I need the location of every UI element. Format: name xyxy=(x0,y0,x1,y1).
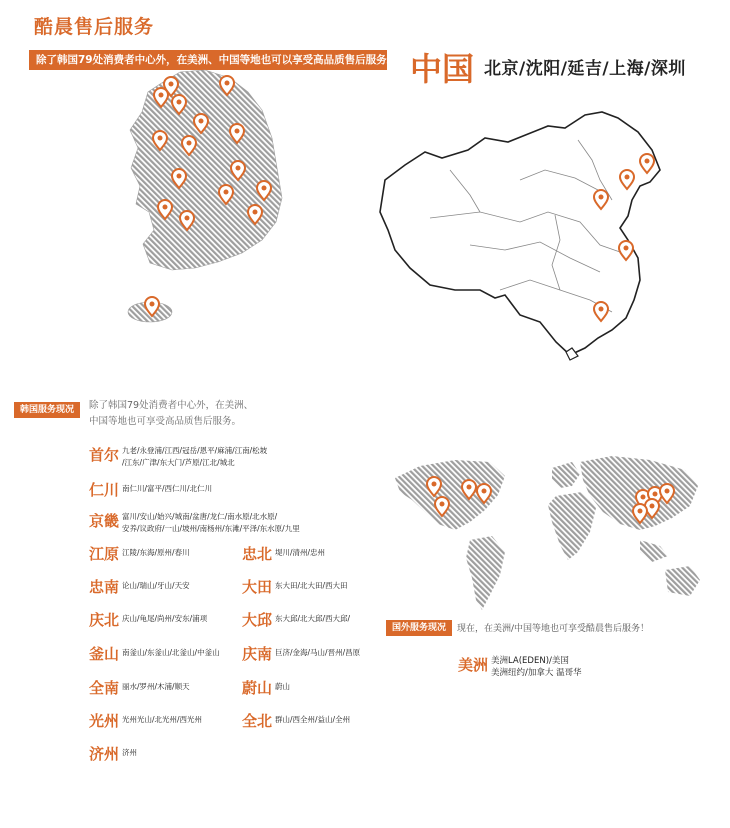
intl-service-tag: 国外服务现况 xyxy=(386,620,452,636)
city-line: 巨济/金海/马山/晋州/昌原 xyxy=(275,648,361,657)
region-name: 首尔 xyxy=(89,446,120,464)
region-cities xyxy=(275,613,350,625)
region-cities xyxy=(122,511,300,534)
region-name: 全北 xyxy=(242,712,273,730)
city-line: 论山/瑞山/牙山/天安 xyxy=(122,581,190,590)
city-line: 光州光山/北光州/西光州 xyxy=(122,715,203,724)
korea-intro-line: 中国等地也可享受高品质售后服务。 xyxy=(89,416,242,427)
region-cities xyxy=(122,747,137,759)
region-name: 庆北 xyxy=(89,611,120,629)
region-cities xyxy=(275,580,348,592)
region-cities xyxy=(122,483,212,495)
korea-intro xyxy=(89,398,253,430)
city-line: 九老/永登浦/江西/冠岳/恩平/麻浦/江南/松坡 xyxy=(122,446,268,455)
region-name: 忠南 xyxy=(89,578,120,596)
region-name: 釜山 xyxy=(89,645,120,663)
city-line: 美洲LA(EDEN)/美国 xyxy=(491,656,569,666)
region-cities xyxy=(122,580,190,592)
region-cities xyxy=(275,714,350,726)
region-name: 京畿 xyxy=(89,512,120,530)
city-line: 南仁川/富平/西仁川/北仁川 xyxy=(122,484,213,493)
region-cities xyxy=(122,445,267,468)
korea-intro-line: 除了韩国79处消费者中心外，在美洲、 xyxy=(89,400,254,411)
region-name: 济州 xyxy=(89,745,120,763)
region-cities xyxy=(122,547,190,559)
region-name: 仁川 xyxy=(89,481,120,499)
region-name: 江原 xyxy=(89,545,120,563)
region-name: 光州 xyxy=(89,712,120,730)
page-title: 酷晨售后服务 xyxy=(34,16,155,38)
region-cities xyxy=(122,714,202,726)
city-line: 美洲纽约/加拿大 温哥华 xyxy=(491,668,582,678)
city-line: 群山/西全州/益山/全州 xyxy=(275,715,351,724)
city-line: 堤川/清州/忠州 xyxy=(275,548,326,557)
region-name: 蔚山 xyxy=(242,679,273,697)
city-line: 东大田/北大田/西大田 xyxy=(275,581,348,590)
region-name: 美洲 xyxy=(458,656,489,674)
intl-intro: 现在，在美洲/中国等地也可享受酷晨售后服务！ xyxy=(457,624,650,634)
korea-service-tag: 韩国服务现况 xyxy=(14,402,80,418)
city-line: 江陵/东海/原州/春川 xyxy=(122,548,190,557)
region-cities xyxy=(491,655,582,679)
region-cities xyxy=(275,547,325,559)
city-line: 丽水/罗州/木浦/顺天 xyxy=(122,682,190,691)
region-cities xyxy=(122,681,190,693)
city-line: 济州 xyxy=(122,748,137,757)
city-line: /江东/广津/东大门/芦原/江北/城北 xyxy=(122,457,235,467)
intro-banner: 除了韩国79处消费者中心外，在美洲、中国等地也可以享受高品质售后服务。 xyxy=(29,50,387,70)
region-cities xyxy=(122,613,207,625)
region-name: 忠北 xyxy=(242,545,273,563)
region-name: 庆南 xyxy=(242,645,273,663)
city-line: 安养/议政府/一山/坡州/南杨州/东滩/平泽/东水原/九里 xyxy=(122,523,300,533)
china-cities: 北京/沈阳/延吉/上海/深圳 xyxy=(484,59,686,79)
region-cities xyxy=(275,647,360,659)
china-label: 中国 xyxy=(410,50,475,88)
region-name: 大田 xyxy=(242,578,273,596)
city-line: 庆山/龟尾/尚州/安东/浦项 xyxy=(122,614,208,623)
city-line: 东大邱/北大邱/西大邱/ xyxy=(275,614,351,623)
city-line: 蔚山 xyxy=(275,682,290,691)
region-name: 大邱 xyxy=(242,611,273,629)
city-line: 富川/安山/始兴/城南/盆唐/龙仁/南水原/北水原/ xyxy=(122,512,278,521)
region-cities xyxy=(122,647,220,659)
city-line: 南釜山/东釜山/北釜山/中釜山 xyxy=(122,648,220,657)
region-name: 全南 xyxy=(89,679,120,697)
region-cities xyxy=(275,681,290,693)
